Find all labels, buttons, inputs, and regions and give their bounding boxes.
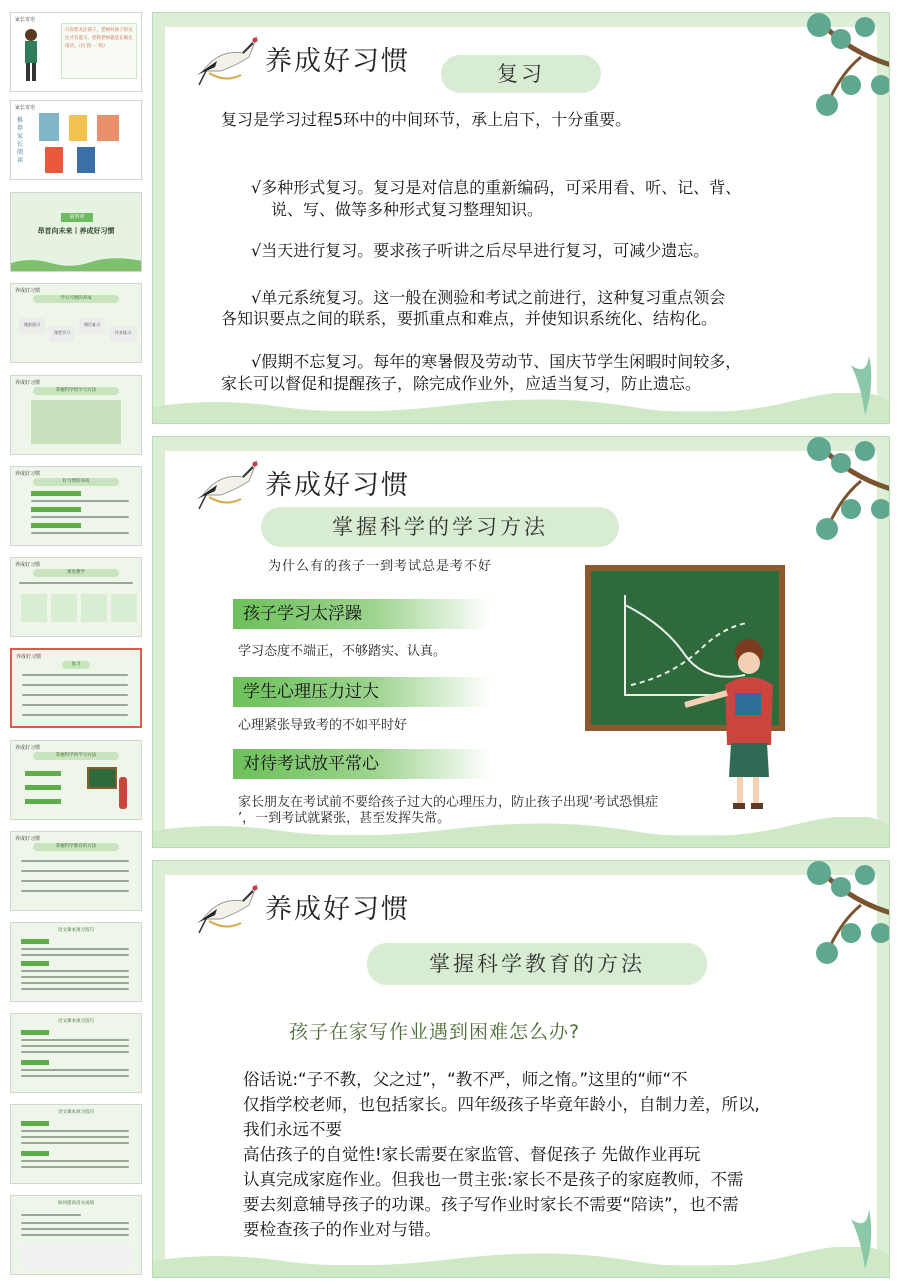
slide-thumbnail-1[interactable] [10,12,142,92]
thumb-line [21,1039,129,1041]
intro-text: 复习是学习过程5环中的中间环节，承上启下，十分重要。 [221,110,632,129]
hills-decoration [153,1247,890,1277]
thumb-line [31,532,129,534]
thumb-line [22,704,128,706]
thumb-line [19,582,133,584]
slide-education-method[interactable] [152,860,890,1278]
thumb-box: 课前预习 [19,318,45,334]
thumb-title: 掌握科学教育的方法 [33,843,119,851]
thumb-title: 复习 [62,661,90,669]
teacher-illustration [21,27,41,85]
thumb-bar [25,799,61,804]
thumb-bar [25,785,61,790]
slide-thumbnail-11[interactable] [10,922,142,1002]
slide-thumbnail-14[interactable] [10,1195,142,1275]
thumb-head: 家长寄语 [15,105,36,111]
point-desc-3-cont: ’，一到考试就紧张，甚至发挥失常。 [238,811,451,826]
thumb-line [21,1045,129,1047]
slide-title-pill: 掌握科学教育的方法 [367,943,707,985]
slide-thumbnail-7[interactable] [10,557,142,637]
thumb-card: 只有您关注孩子，老师对孩子的关注才有意义，您和老师就是在做无用功。（拉 钩 一 钩） [61,23,137,79]
thumb-head: 养成好习惯 [15,471,41,477]
thumb-line [21,982,129,984]
thumb-title: 语文课本预习技巧 [58,1019,94,1024]
thumb-head: 养成好习惯 [15,745,41,751]
point-1: √多种形式复习。复习是对信息的重新编码，可采用看、听、记、背、 [251,178,742,197]
thumb-line [21,870,129,872]
point-desc-2: 心理紧张导致考的不如平时好 [238,718,408,733]
thumb-line [21,1160,129,1162]
thumb-line [22,714,128,716]
thumb-title: 掌握科学的学习方法 [33,387,119,395]
thumb-table [21,1244,133,1268]
slide-thumbnail-10[interactable] [10,831,142,911]
point-3: √单元系统复习。这一般在测验和考试之前进行，这种复习重点领会 [251,288,726,307]
book-cover [77,147,95,173]
point-bar-3: 对待考试放平常心 [233,749,491,779]
point-1-cont: 说、写、做等多种形式复习整理知识。 [271,200,544,219]
slide-thumbnail-9[interactable] [10,740,142,820]
slide-thumbnail-6[interactable] [10,466,142,546]
slide-thumbnail-5[interactable] [10,375,142,455]
slide-review[interactable] [152,12,890,424]
thumb-line [21,988,129,990]
thumb-line [21,1136,129,1138]
chalkboard [87,767,117,789]
thumb-line [21,1228,129,1230]
thumb-line [21,970,129,972]
question-text: 孩子在家写作业遇到困难怎么办? [289,1021,581,1043]
thumb-line [21,880,129,882]
thumb-head: 家长寄语 [15,17,36,23]
thumb-bar [25,771,61,776]
point-4: √假期不忘复习。每年的寒暑假及劳动节、国庆节学生闲暇时间较多， [251,352,742,371]
slide-title-pill: 掌握科学的学习方法 [261,507,619,547]
pine-branch-decoration [741,437,890,557]
book-cover [97,115,119,141]
thumb-head: 养成好习惯 [16,654,42,660]
thumb-line [21,954,129,956]
thumb-line [21,1130,129,1132]
slide-thumbnail-13[interactable] [10,1104,142,1184]
thumb-head: 养成好习惯 [15,288,41,294]
slide-thumbnail-3[interactable] [10,192,142,272]
thumb-box: 课后复习 [79,318,105,334]
pine-branch-decoration [741,861,890,981]
thumb-line [21,890,129,892]
thumb-box [21,594,47,622]
thumb-line [31,500,129,502]
slide-heading: 养成好习惯 [265,46,410,77]
thumb-line [21,1214,81,1216]
thumb-title: 如何提高语文成绩 [58,1201,94,1206]
point-bar-1: 孩子学习太浮躁 [233,599,491,629]
thumb-line [21,860,129,862]
thumb-bar [21,1121,49,1126]
thumb-box [81,594,107,622]
thumb-line [21,1166,129,1168]
hills-decoration [153,393,890,423]
thumb-line [22,684,128,686]
thumb-line [21,948,129,950]
thumb-box [51,594,77,622]
crane-icon [195,879,265,939]
thumb-title: 昂首向未来丨养成好习惯 [37,227,115,235]
teacher-figure [119,777,127,809]
point-desc-1: 学习态度不端正，不够踏实、认真。 [238,644,447,659]
slide-thumbnail-2[interactable] [10,100,142,180]
crane-icon [195,455,265,515]
slide-thumbnail-4[interactable] [10,283,142,363]
leaf-decoration [845,1199,885,1269]
thumb-title: 学习习惯的养成 [33,295,119,303]
book-cover [45,147,63,173]
slide-subtitle: 为什么有的孩子一到考试总是考不好 [268,559,493,574]
thumb-bar [31,507,81,512]
body-text [243,1067,819,1242]
point-4-cont: 家长可以督促和提醒孩子，除完成作业外，应适当复习，防止遗忘。 [221,374,702,393]
thumb-box [111,594,137,622]
body-line: 我们永远不要 [243,1120,342,1139]
thumb-title: 掌握科学的学习方法 [33,752,119,760]
thumb-title: 好习惯的养成 [33,478,119,486]
thumb-textblock [31,400,121,444]
slide-thumbnail-8[interactable] [10,648,142,728]
slide-thumbnail-12[interactable] [10,1013,142,1093]
thumb-line [21,976,129,978]
body-line: 仅指学校老师，也包括家长。四年级孩子毕竟年龄小，自制力差，所以, [243,1095,760,1114]
hills-decoration [11,257,142,271]
body-line: 俗话说:“子不教，父之过”，“教不严，师之惰。”这里的“师“不 [243,1070,688,1089]
body-line: 认真完成家庭作业。但我也一贯主张:家长不是孩子的家庭教师，不需 [243,1170,744,1189]
slide-title-pill: 复习 [441,55,601,93]
thumb-vertical-title: 推荐家长阅读 [17,117,24,164]
thumb-bar [21,961,49,966]
thumb-title: 语文课本预习技巧 [58,1110,94,1115]
slide-heading: 养成好习惯 [265,470,410,501]
crane-icon [195,31,265,91]
book-cover [39,113,59,141]
thumb-head: 养成好习惯 [15,562,41,568]
thumb-bar [21,1060,49,1065]
thumb-line [21,1234,129,1236]
book-cover [69,115,87,141]
thumb-line [21,1075,129,1077]
body-line: 高估孩子的自觉性!家长需要在家监管、督促孩子 先做作业再玩 [243,1145,701,1164]
teacher-chalkboard-illustration [585,565,785,815]
thumb-line [21,1051,129,1053]
thumb-line [21,1142,129,1144]
thumb-title: 语文课本预习技巧 [58,928,94,933]
thumb-title: 课堂教学 [33,569,119,577]
body-line: 要检查孩子的作业对与错。 [243,1220,441,1239]
thumb-head: 养成好习惯 [15,380,41,386]
thumb-line [31,516,129,518]
thumb-bar [21,939,49,944]
thumb-bar [31,491,81,496]
thumb-head: 养成好习惯 [15,836,41,842]
slide-study-method[interactable] [152,436,890,848]
leaf-decoration [845,345,885,415]
body-line: 要去刻意辅导孩子的功课。孩子写作业时家长不需要“陪读”，也不需 [243,1195,739,1214]
slide-thumbnail-panel[interactable] [0,0,150,1286]
slide-heading: 养成好习惯 [265,894,410,925]
thumb-line [22,694,128,696]
thumb-chapter: 第四章 [61,213,93,222]
point-2: √当天进行复习。要求孩子听讲之后尽早进行复习，可减少遗忘。 [251,241,710,260]
point-3-cont: 各知识要点之间的联系，要抓重点和难点，并使知识系统化、结构化。 [221,309,718,328]
point-bar-2: 学生心理压力过大 [233,677,491,707]
thumb-bar [21,1151,49,1156]
thumb-box: 课堂学习 [49,326,75,342]
thumb-line [22,674,128,676]
thumb-line [21,1222,129,1224]
thumb-bar [21,1030,49,1035]
thumb-bar [31,523,81,528]
point-desc-3: 家长朋友在考试前不要给孩子过大的心理压力，防止孩子出现‘考试恐惧症 [238,795,659,810]
thumb-box: 作业练习 [109,326,137,342]
thumb-line [21,1069,129,1071]
